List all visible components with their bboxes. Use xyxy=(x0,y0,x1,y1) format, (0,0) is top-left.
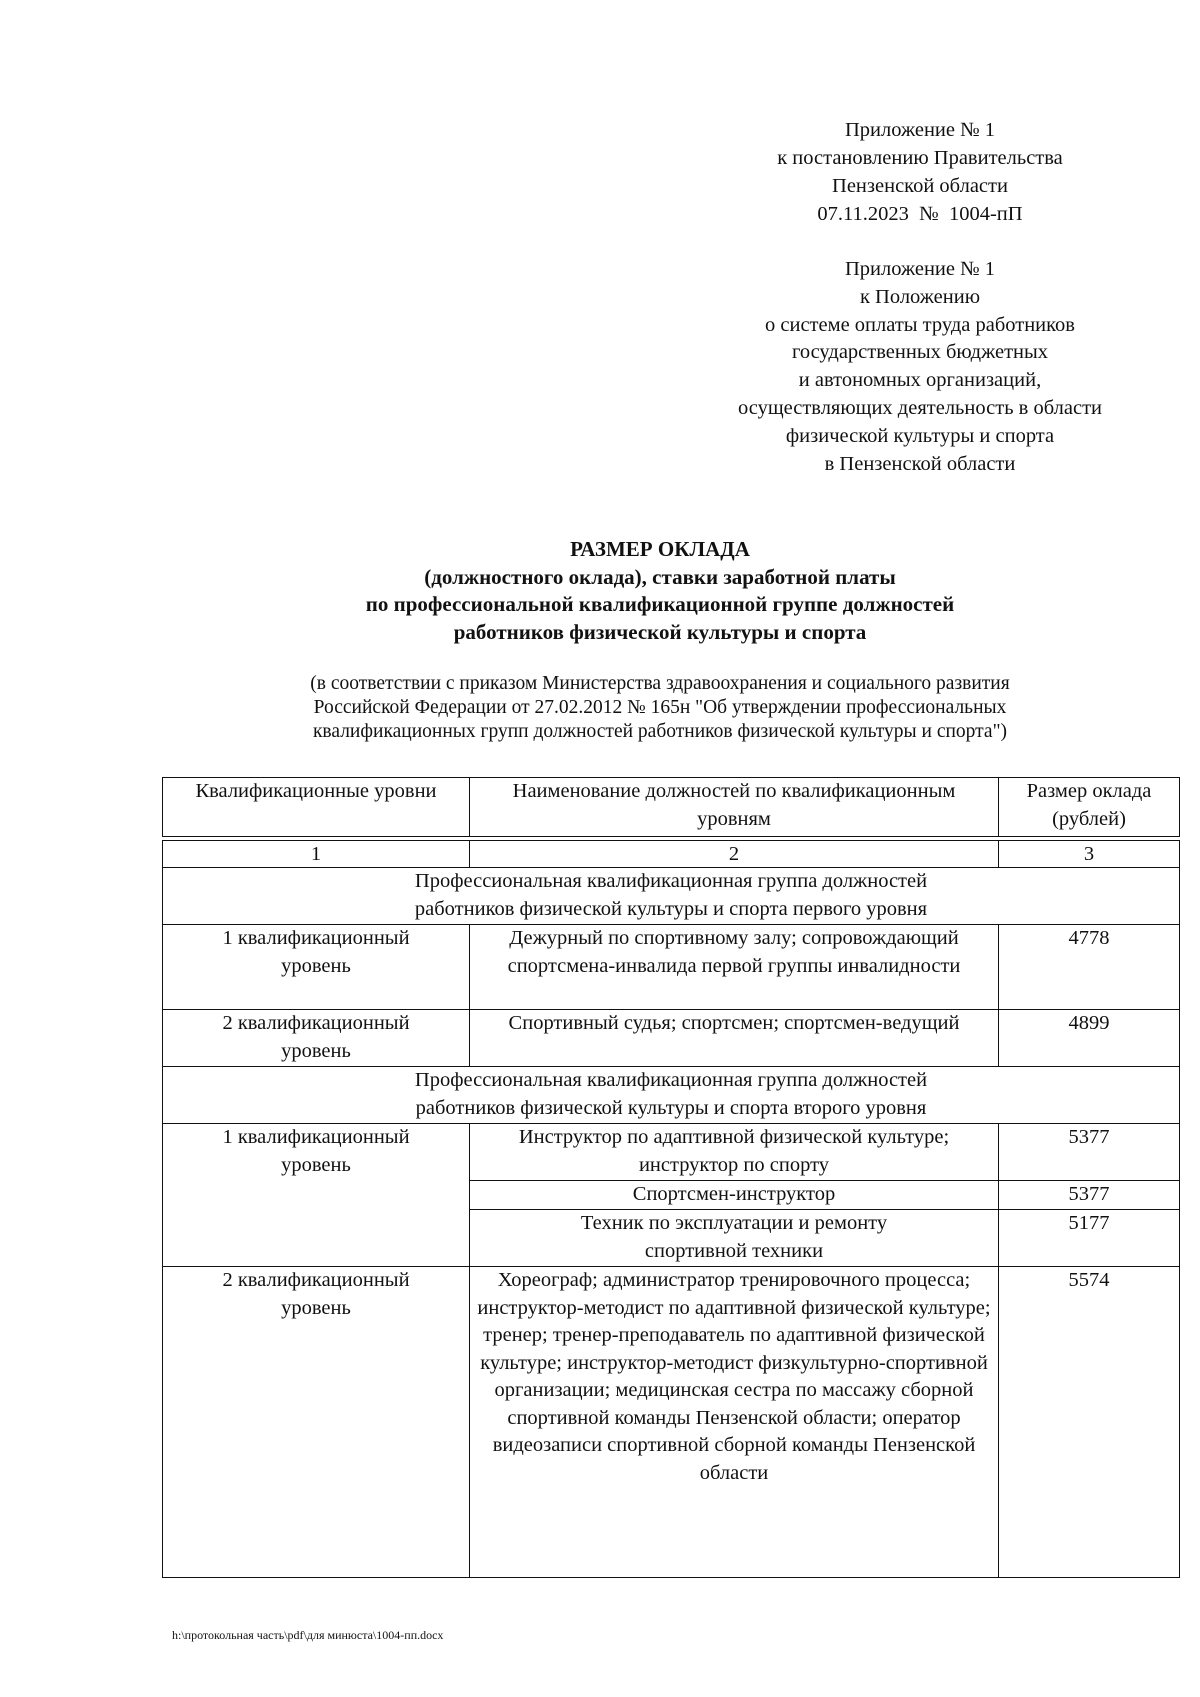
appendix-2-line: и автономных организаций, xyxy=(798,369,1042,392)
appendix-2-line: государственных бюджетных xyxy=(791,341,1049,364)
positions-cell: Спортсмен-инструктор xyxy=(470,1181,999,1210)
group-title-row xyxy=(163,1067,1180,1124)
table-row xyxy=(163,1124,1180,1181)
title-line: работников физической культуры и спорта xyxy=(453,619,867,644)
level-cell xyxy=(163,1010,470,1067)
header-positions: Наименование должностей по квалификационным уровням xyxy=(470,778,999,837)
salary-cell: 5177 xyxy=(999,1210,1180,1267)
appendix-1-line: Приложение № 1 xyxy=(844,119,996,141)
note-line: квалификационных групп должностей работников физической культуры и спорта") xyxy=(312,721,1008,742)
group-title-row xyxy=(163,868,1180,925)
level-text: 1 квалификационный уровень xyxy=(222,1126,410,1176)
appendix-2-line: физической культуры и спорта xyxy=(785,424,1055,447)
appendix-1-block xyxy=(660,116,1180,228)
group-2-title-text: Профессиональная квалификационная группа должностей работников физической культуры и спорта второго уровня xyxy=(414,1069,928,1119)
appendix-2-line: в Пензенской области xyxy=(824,452,1016,475)
note-line: (в соответствии с приказом Министерства здравоохранения и социального развития xyxy=(310,673,1010,694)
positions-text: Инструктор по адаптивной физической культуре; инструктор по спорту xyxy=(518,1126,950,1176)
header-row xyxy=(163,778,1180,837)
group-2-title xyxy=(163,1067,1180,1124)
appendix-1-line: к постановлению Правительства xyxy=(777,147,1063,169)
file-path-footer: h:\протокольная часть\pdf\для минюста\1004-пп.docx xyxy=(172,1628,444,1642)
appendix-2-line: Приложение № 1 xyxy=(844,258,996,280)
column-number-row xyxy=(163,841,1180,868)
positions-text: Спортивный судья; спортсмен; спортсмен-ведущий xyxy=(508,1012,960,1034)
group-1-title xyxy=(163,868,1180,925)
title-line: по профессиональной квалификационной группе должностей xyxy=(365,592,955,616)
level-cell xyxy=(163,1267,470,1578)
note-line: Российской Федерации от 27.02.2012 № 165н "Об утверждении профессиональных xyxy=(313,697,1007,718)
header-salary: Размер оклада (рублей) xyxy=(999,778,1180,837)
salary-cell: 4778 xyxy=(999,925,1180,1010)
column-number: 2 xyxy=(470,841,999,868)
salary-cell: 4899 xyxy=(999,1010,1180,1067)
appendix-1-line: Пензенской области xyxy=(832,175,1008,197)
table-row xyxy=(163,1010,1180,1067)
appendix-2-line: осуществляющих деятельность в области xyxy=(738,396,1102,419)
salary-cell: 5574 xyxy=(999,1267,1180,1578)
table-header xyxy=(162,777,1180,837)
legal-basis-note xyxy=(200,672,1120,744)
title-line: РАЗМЕР ОКЛАДА xyxy=(570,537,750,561)
document-title xyxy=(200,536,1120,646)
table-row xyxy=(163,1267,1180,1578)
group-1-title-text: Профессиональная квалификационная группа должностей работников физической культуры и спорта первого уровня xyxy=(414,870,928,920)
level-text: 2 квалификационный уровень xyxy=(222,1012,410,1062)
appendix-2-line: к Положению xyxy=(859,285,981,308)
column-number: 1 xyxy=(163,841,470,868)
positions-cell xyxy=(470,1124,999,1181)
positions-cell xyxy=(470,1210,999,1267)
table-row xyxy=(163,925,1180,1010)
title-line: (должностного оклада), ставки заработной платы xyxy=(424,564,896,589)
positions-cell: Дежурный по спортивному залу; сопровождающий спортсмена-инвалида первой группы инвалидности xyxy=(470,925,999,1010)
salary-table xyxy=(162,840,1180,1578)
level-text: 2 квалификационный уровень xyxy=(222,1269,410,1319)
level-cell xyxy=(163,1124,470,1267)
column-number: 3 xyxy=(999,841,1180,868)
positions-text: Техник по эксплуатации и ремонту спортивной техники xyxy=(580,1212,888,1262)
header-levels: Квалификационные уровни xyxy=(163,778,470,837)
salary-cell: 5377 xyxy=(999,1181,1180,1210)
positions-cell: Хореограф; администратор тренировочного процесса; инструктор-методист по адаптивной физической культуре; тренер; тренер-преподаватель по адаптивной физической культуре; инструктор-методист физкультурно-спортивной организации; медицинская сестра по массажу сборной спортивной команды Пензенской области; оператор видеозаписи спортивной сборной команды Пензенской области xyxy=(470,1267,999,1578)
level-cell xyxy=(163,925,470,1010)
appendix-2-block xyxy=(660,256,1180,478)
salary-cell: 5377 xyxy=(999,1124,1180,1181)
level-text: 1 квалификационный уровень xyxy=(222,927,410,977)
positions-cell xyxy=(470,1010,999,1067)
appendix-1-date-number: 07.11.2023 № 1004-пП xyxy=(817,203,1023,225)
appendix-2-line: о системе оплаты труда работников xyxy=(765,313,1075,336)
